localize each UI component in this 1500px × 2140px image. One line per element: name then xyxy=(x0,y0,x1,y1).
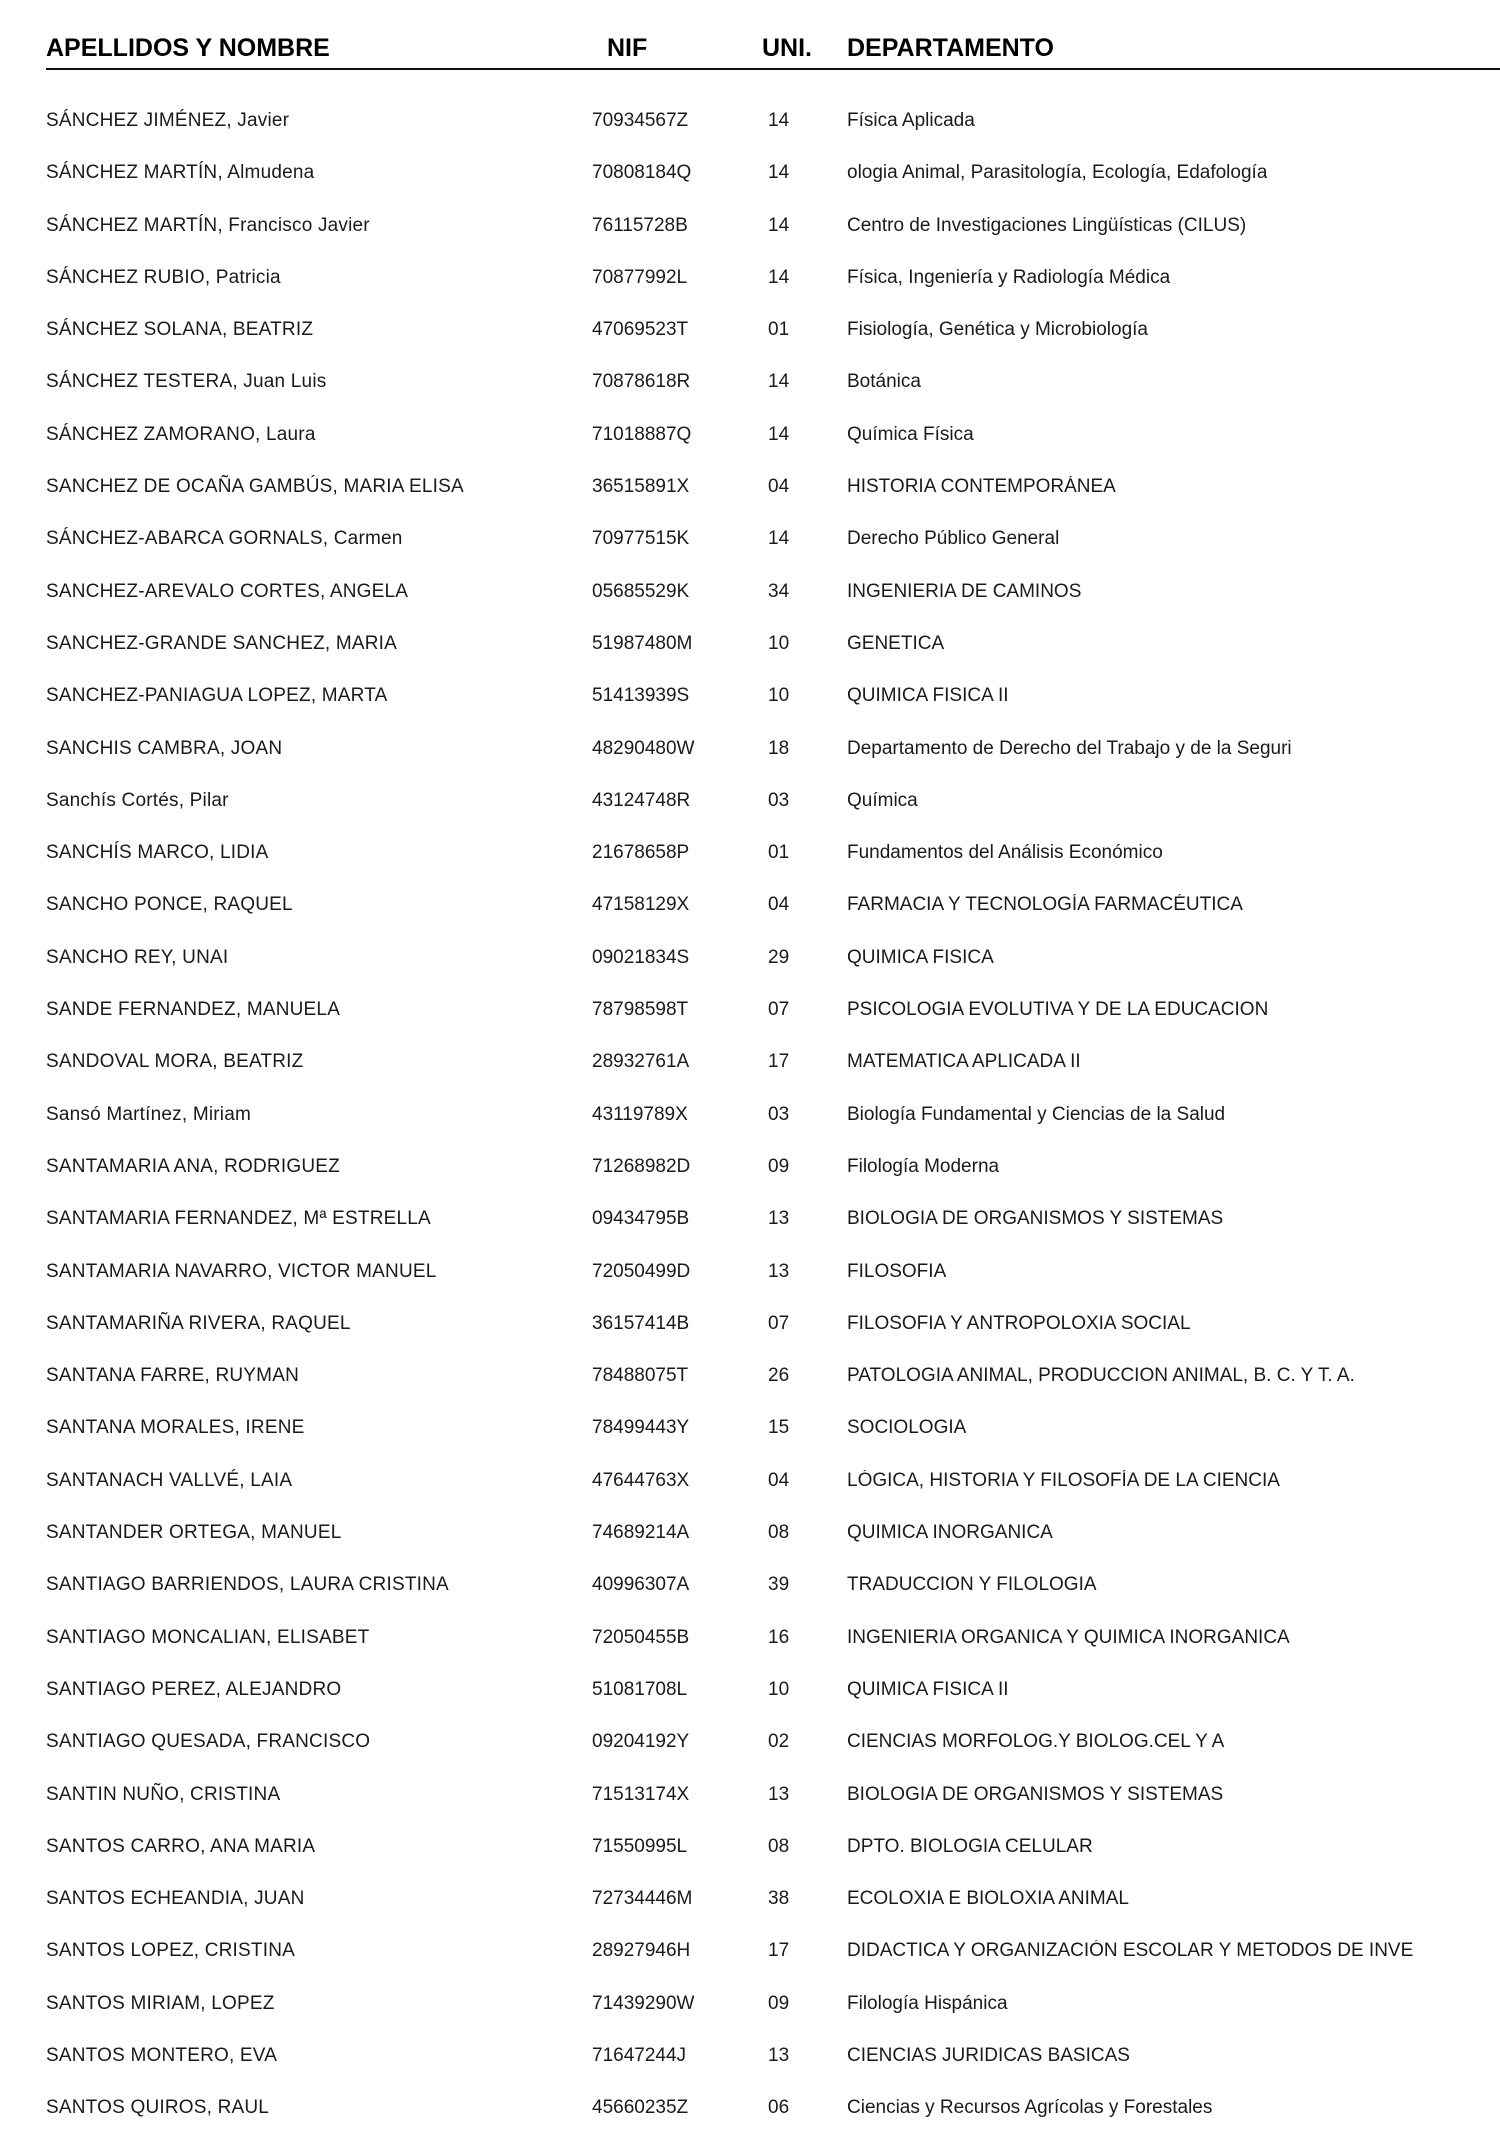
cell-name: SANCHIS CAMBRA, JOAN xyxy=(46,737,283,759)
cell-nif: 36515891X xyxy=(592,476,690,498)
cell-name: SANCHEZ-AREVALO CORTES, ANGELA xyxy=(46,580,409,602)
cell-department: SOCIOLOGIA xyxy=(847,1417,967,1439)
cell-department: Fundamentos del Análisis Económico xyxy=(847,842,1163,864)
cell-department: LÓGICA, HISTORIA Y FILOSOFÍA DE LA CIENCIA xyxy=(847,1469,1280,1491)
cell-uni: 03 xyxy=(768,1103,790,1125)
table-row xyxy=(0,832,1500,884)
cell-department: FARMACIA Y TECNOLOGÍA FARMACÉUTICA xyxy=(847,894,1243,916)
cell-nif: 70977515K xyxy=(592,528,690,550)
cell-uni: 17 xyxy=(768,1051,790,1073)
cell-uni: 04 xyxy=(768,894,790,916)
cell-nif: 51413939S xyxy=(592,685,690,707)
table-row xyxy=(0,2035,1500,2087)
cell-uni: 10 xyxy=(768,1678,790,1700)
cell-department: ologia Animal, Parasitología, Ecología, Edafología xyxy=(847,162,1268,184)
table-row xyxy=(0,623,1500,675)
cell-name: SANCHEZ-PANIAGUA LOPEZ, MARTA xyxy=(46,685,388,707)
cell-department: Fisiología, Genética y Microbiología xyxy=(847,319,1148,341)
cell-nif: 05685529K xyxy=(592,580,690,602)
cell-department: DPTO. BIOLOGIA CELULAR xyxy=(847,1835,1093,1857)
cell-uni: 04 xyxy=(768,1469,790,1491)
cell-uni: 08 xyxy=(768,1835,790,1857)
cell-uni: 07 xyxy=(768,1312,790,1334)
cell-nif: 78488075T xyxy=(592,1365,689,1387)
cell-department: QUIMICA INORGANICA xyxy=(847,1522,1053,1544)
cell-name: SÁNCHEZ MARTÍN, Almudena xyxy=(46,162,315,184)
cell-department: PATOLOGIA ANIMAL, PRODUCCION ANIMAL, B. C. Y T. A. xyxy=(847,1365,1355,1387)
cell-name: SANCHEZ DE OCAÑA GAMBÚS, MARIA ELISA xyxy=(46,476,464,498)
cell-department: MATEMATICA APLICADA II xyxy=(847,1051,1081,1073)
table-row xyxy=(0,1930,1500,1982)
staff-list xyxy=(0,100,1500,2140)
cell-department: INGENIERIA ORGANICA Y QUIMICA INORGANICA xyxy=(847,1626,1290,1648)
cell-name: SANTIAGO MONCALIAN, ELISABET xyxy=(46,1626,370,1648)
cell-nif: 78499443Y xyxy=(592,1417,690,1439)
cell-department: BIOLOGIA DE ORGANISMOS Y SISTEMAS xyxy=(847,1208,1224,1230)
cell-nif: 70934567Z xyxy=(592,110,689,131)
cell-department: Química Física xyxy=(847,423,974,445)
cell-uni: 10 xyxy=(768,685,790,707)
table-row xyxy=(0,1146,1500,1198)
table-row xyxy=(0,1617,1500,1669)
cell-name: SANTOS MONTERO, EVA xyxy=(46,2044,278,2066)
cell-uni: 29 xyxy=(768,946,790,968)
cell-name: SANTIAGO PEREZ, ALEJANDRO xyxy=(46,1678,342,1700)
cell-uni: 34 xyxy=(768,580,790,602)
table-row xyxy=(0,1355,1500,1407)
cell-uni: 01 xyxy=(768,319,790,341)
cell-nif: 70877992L xyxy=(592,266,688,288)
cell-department: CIENCIAS JURIDICAS BASICAS xyxy=(847,2044,1130,2066)
cell-name: SANTOS QUIROS, RAUL xyxy=(46,2097,270,2119)
cell-nif: 47158129X xyxy=(592,894,690,916)
cell-nif: 78798598T xyxy=(592,999,689,1021)
cell-uni: 08 xyxy=(768,1522,790,1544)
cell-uni: 01 xyxy=(768,842,790,864)
cell-nif: 21678658P xyxy=(592,842,690,864)
cell-department: QUIMICA FISICA II xyxy=(847,685,1009,707)
cell-uni: 13 xyxy=(768,1208,790,1230)
cell-name: SANCHÍS MARCO, LIDIA xyxy=(46,842,269,864)
cell-nif: 71018887Q xyxy=(592,423,692,445)
cell-name: SANTANDER ORTEGA, MANUEL xyxy=(46,1522,342,1544)
table-row xyxy=(0,1460,1500,1512)
header-rule xyxy=(46,68,1500,70)
cell-uni: 07 xyxy=(768,999,790,1021)
cell-nif: 09021834S xyxy=(592,946,690,968)
cell-nif: 70878618R xyxy=(592,371,691,393)
table-row xyxy=(0,1251,1500,1303)
cell-uni: 03 xyxy=(768,789,790,811)
cell-uni: 38 xyxy=(768,1888,790,1910)
table-row xyxy=(0,1303,1500,1355)
cell-uni: 26 xyxy=(768,1365,790,1387)
table-row xyxy=(0,884,1500,936)
cell-department: FILOSOFIA Y ANTROPOLOXIA SOCIAL xyxy=(847,1312,1191,1334)
cell-name: SANTAMARIA NAVARRO, VICTOR MANUEL xyxy=(46,1260,437,1282)
table-row xyxy=(0,1198,1500,1250)
cell-department: Ciencias y Recursos Agrícolas y Forestales xyxy=(847,2097,1213,2119)
cell-department: Física Aplicada xyxy=(847,110,975,131)
cell-nif: 43124748R xyxy=(592,789,691,811)
cell-name: SANTANA MORALES, IRENE xyxy=(46,1417,305,1439)
cell-nif: 45660235Z xyxy=(592,2097,689,2119)
cell-name: SÁNCHEZ TESTERA, Juan Luis xyxy=(46,371,327,393)
cell-uni: 14 xyxy=(768,214,790,236)
table-row xyxy=(0,1094,1500,1146)
table-row xyxy=(0,205,1500,257)
header-department: DEPARTAMENTO xyxy=(847,34,1054,62)
cell-nif: 09434795B xyxy=(592,1208,690,1230)
cell-name: Sansó Martínez, Miriam xyxy=(46,1103,252,1125)
table-row xyxy=(0,1826,1500,1878)
table-row xyxy=(0,1564,1500,1616)
cell-nif: 70808184Q xyxy=(592,162,692,184)
cell-name: SÁNCHEZ SOLANA, BEATRIZ xyxy=(46,319,314,341)
table-row xyxy=(0,1041,1500,1093)
cell-uni: 15 xyxy=(768,1417,790,1439)
cell-uni: 09 xyxy=(768,1155,790,1177)
cell-name: SANDE FERNANDEZ, MANUELA xyxy=(46,999,341,1021)
table-row xyxy=(0,361,1500,413)
cell-nif: 72734446M xyxy=(592,1888,693,1910)
cell-name: SANTIAGO BARRIENDOS, LAURA CRISTINA xyxy=(46,1574,449,1596)
cell-nif: 40996307A xyxy=(592,1574,690,1596)
cell-uni: 14 xyxy=(768,423,790,445)
cell-name: SANTANA FARRE, RUYMAN xyxy=(46,1365,299,1387)
cell-uni: 13 xyxy=(768,1260,790,1282)
cell-nif: 09204192Y xyxy=(592,1731,690,1753)
cell-nif: 28932761A xyxy=(592,1051,690,1073)
cell-department: Centro de Investigaciones Lingüísticas (CILUS) xyxy=(847,214,1247,236)
cell-name: SANTAMARIA ANA, RODRIGUEZ xyxy=(46,1155,340,1177)
cell-uni: 14 xyxy=(768,110,790,131)
table-row xyxy=(0,675,1500,727)
cell-name: SÁNCHEZ ZAMORANO, Laura xyxy=(46,423,316,445)
header-nif: NIF xyxy=(607,34,648,62)
cell-nif: 71647244J xyxy=(592,2044,687,2066)
cell-uni: 16 xyxy=(768,1626,790,1648)
cell-uni: 10 xyxy=(768,632,790,654)
cell-department: Física, Ingeniería y Radiología Médica xyxy=(847,266,1171,288)
table-row xyxy=(0,1407,1500,1459)
cell-nif: 71439290W xyxy=(592,1992,695,2014)
cell-name: Sanchís Cortés, Pilar xyxy=(46,789,229,811)
table-row xyxy=(0,989,1500,1041)
cell-department: FILOSOFIA xyxy=(847,1260,947,1282)
cell-uni: 14 xyxy=(768,266,790,288)
cell-name: SANTOS LOPEZ, CRISTINA xyxy=(46,1940,295,1962)
cell-nif: 48290480W xyxy=(592,737,695,759)
cell-name: SÁNCHEZ MARTÍN, Francisco Javier xyxy=(46,214,370,236)
table-row xyxy=(0,780,1500,832)
cell-name: SANTIN NUÑO, CRISTINA xyxy=(46,1783,281,1805)
cell-department: Botánica xyxy=(847,371,921,393)
cell-nif: 71550995L xyxy=(592,1835,688,1857)
cell-nif: 51987480M xyxy=(592,632,693,654)
cell-department: DIDACTICA Y ORGANIZACIÓN ESCOLAR Y METODOS DE INVE xyxy=(847,1940,1414,1962)
table-row xyxy=(0,100,1500,152)
cell-uni: 02 xyxy=(768,1731,790,1753)
cell-name: SANTAMARIA FERNANDEZ, Mª ESTRELLA xyxy=(46,1208,431,1230)
cell-name: SANTAMARIÑA RIVERA, RAQUEL xyxy=(46,1312,351,1334)
cell-uni: 04 xyxy=(768,476,790,498)
cell-nif: 43119789X xyxy=(592,1103,688,1125)
table-row xyxy=(0,1669,1500,1721)
cell-nif: 74689214A xyxy=(592,1522,690,1544)
cell-department: CIENCIAS MORFOLOG.Y BIOLOG.CEL Y A xyxy=(847,1731,1225,1753)
cell-name: SANTOS ECHEANDIA, JUAN xyxy=(46,1888,305,1910)
cell-department: QUIMICA FISICA II xyxy=(847,1678,1009,1700)
cell-name: SANCHEZ-GRANDE SANCHEZ, MARIA xyxy=(46,632,398,654)
cell-name: SÁNCHEZ JIMÉNEZ, Javier xyxy=(46,110,290,131)
cell-department: PSICOLOGIA EVOLUTIVA Y DE LA EDUCACION xyxy=(847,999,1269,1021)
table-row xyxy=(0,1774,1500,1826)
cell-name: SANTOS MIRIAM, LOPEZ xyxy=(46,1992,275,2014)
cell-uni: 09 xyxy=(768,1992,790,2014)
cell-department: Biología Fundamental y Ciencias de la Salud xyxy=(847,1103,1226,1125)
header-name: APELLIDOS Y NOMBRE xyxy=(46,34,330,62)
table-row xyxy=(0,1512,1500,1564)
cell-nif: 47069523T xyxy=(592,319,689,341)
table-row xyxy=(0,1721,1500,1773)
cell-uni: 14 xyxy=(768,528,790,550)
cell-uni: 39 xyxy=(768,1574,790,1596)
cell-nif: 51081708L xyxy=(592,1678,688,1700)
cell-department: TRADUCCION Y FILOLOGIA xyxy=(847,1574,1097,1596)
cell-name: SANCHO REY, UNAI xyxy=(46,946,229,968)
cell-department: Química xyxy=(847,789,918,811)
cell-nif: 36157414B xyxy=(592,1312,690,1334)
table-row xyxy=(0,152,1500,204)
cell-name: SÁNCHEZ-ABARCA GORNALS, Carmen xyxy=(46,528,403,550)
cell-uni: 14 xyxy=(768,371,790,393)
cell-name: SANTOS CARRO, ANA MARIA xyxy=(46,1835,316,1857)
table-row xyxy=(0,2087,1500,2139)
cell-department: GENETICA xyxy=(847,632,945,654)
cell-nif: 72050499D xyxy=(592,1260,691,1282)
table-row xyxy=(0,937,1500,989)
table-row xyxy=(0,257,1500,309)
cell-department: BIOLOGIA DE ORGANISMOS Y SISTEMAS xyxy=(847,1783,1224,1805)
cell-department: HISTORIA CONTEMPORÁNEA xyxy=(847,476,1116,498)
cell-uni: 14 xyxy=(768,162,790,184)
cell-department: Derecho Público General xyxy=(847,528,1060,550)
cell-department: Filología Moderna xyxy=(847,1155,1000,1177)
cell-name: SANCHO PONCE, RAQUEL xyxy=(46,894,293,916)
cell-nif: 28927946H xyxy=(592,1940,691,1962)
header-uni: UNI. xyxy=(762,34,812,62)
cell-name: SANTANACH VALLVÉ, LAIA xyxy=(46,1469,293,1491)
table-row xyxy=(0,414,1500,466)
cell-department: INGENIERIA DE CAMINOS xyxy=(847,580,1082,602)
table-row xyxy=(0,466,1500,518)
table-row xyxy=(0,518,1500,570)
cell-department: Departamento de Derecho del Trabajo y de la Seguri xyxy=(847,737,1292,759)
cell-name: SANTIAGO QUESADA, FRANCISCO xyxy=(46,1731,371,1753)
cell-department: QUIMICA FISICA xyxy=(847,946,994,968)
cell-nif: 47644763X xyxy=(592,1469,690,1491)
table-row xyxy=(0,1983,1500,2035)
cell-department: Filología Hispánica xyxy=(847,1992,1008,2014)
table-row xyxy=(0,571,1500,623)
table-row xyxy=(0,309,1500,361)
table-row xyxy=(0,728,1500,780)
cell-uni: 18 xyxy=(768,737,790,759)
cell-department: ECOLOXIA E BIOLOXIA ANIMAL xyxy=(847,1888,1129,1910)
cell-nif: 71513174X xyxy=(592,1783,690,1805)
cell-uni: 17 xyxy=(768,1940,790,1962)
table-header xyxy=(0,30,1500,70)
cell-uni: 13 xyxy=(768,1783,790,1805)
cell-nif: 76115728B xyxy=(592,214,688,236)
cell-nif: 71268982D xyxy=(592,1155,691,1177)
table-row xyxy=(0,1878,1500,1930)
cell-nif: 72050455B xyxy=(592,1626,690,1648)
cell-uni: 06 xyxy=(768,2097,790,2119)
cell-uni: 13 xyxy=(768,2044,790,2066)
cell-name: SÁNCHEZ RUBIO, Patricia xyxy=(46,266,281,288)
cell-name: SANDOVAL MORA, BEATRIZ xyxy=(46,1051,304,1073)
